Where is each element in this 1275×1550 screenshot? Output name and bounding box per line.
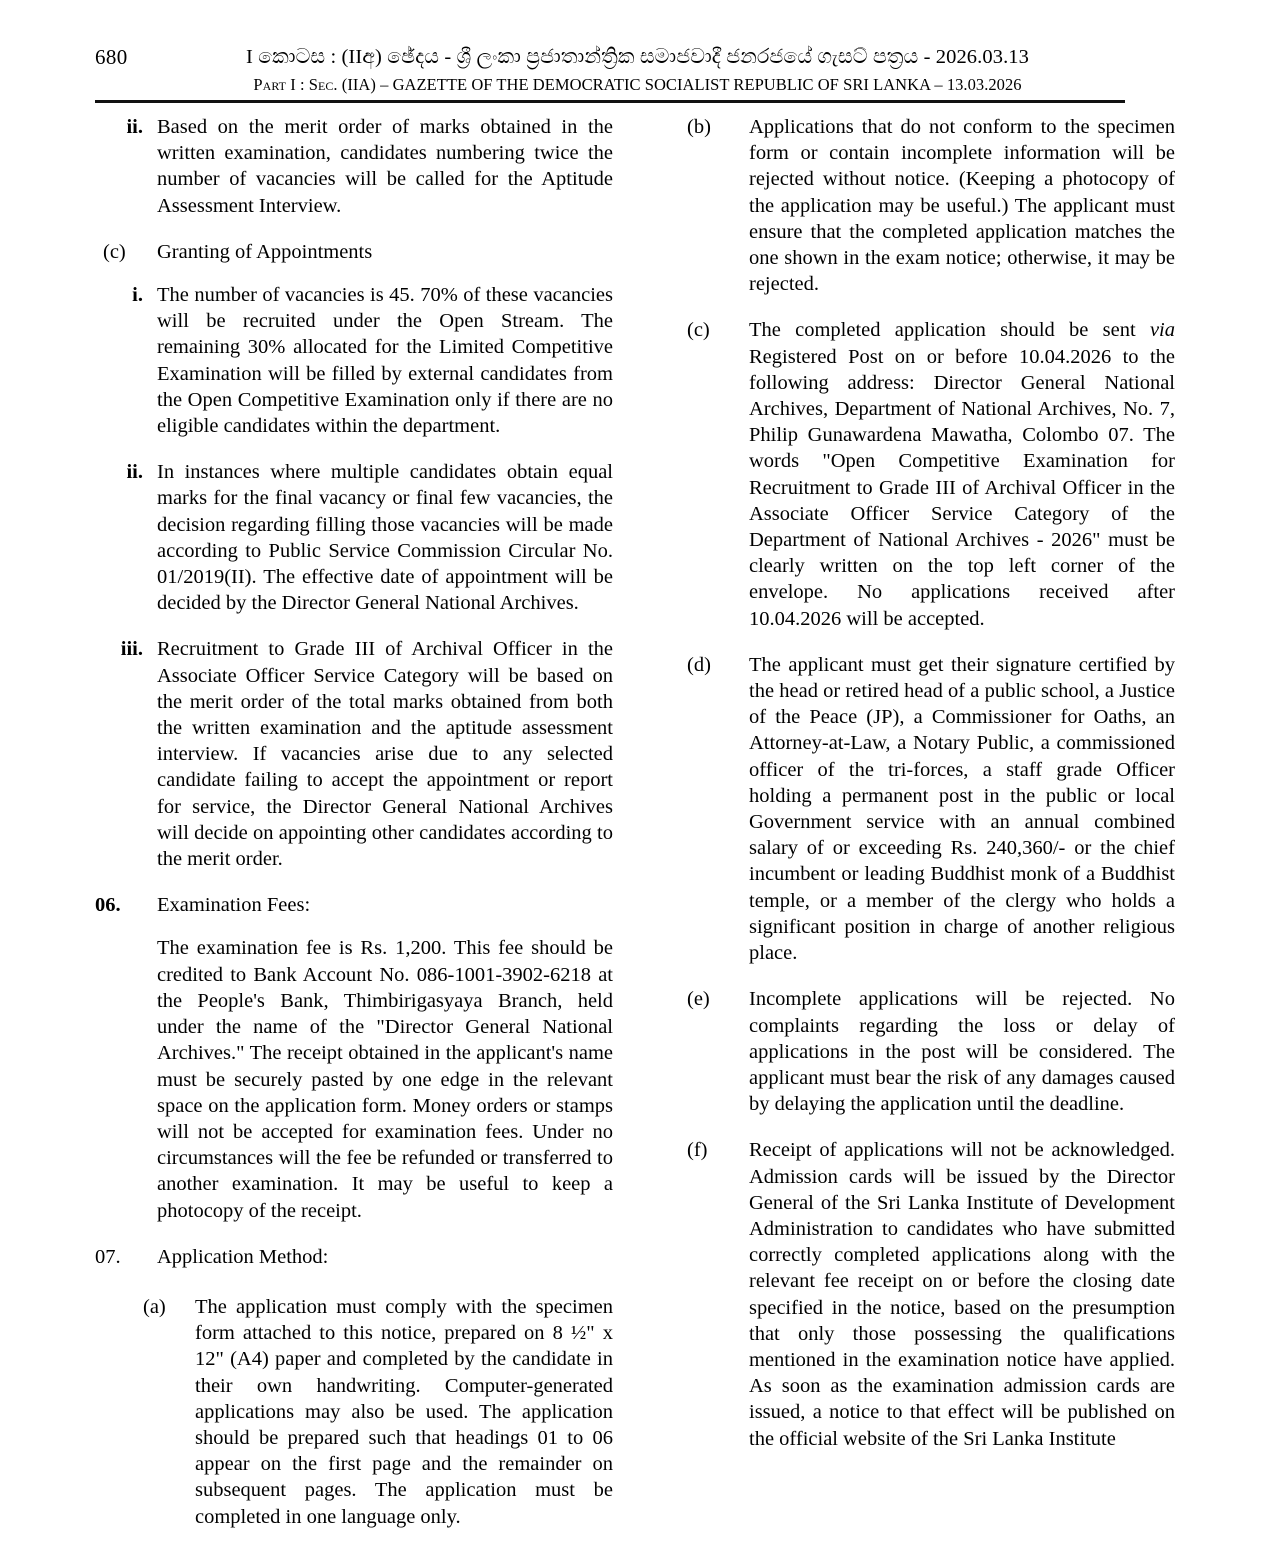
list-marker: i.	[132, 284, 143, 307]
list-text: Incomplete applications will be rejected. No complaints regarding the loss or delay of applications in the post will be considered. The applicant must bear the risk of any damages caused by delaying the application until the deadline.	[749, 988, 1175, 1116]
list-marker: (d)	[687, 653, 711, 676]
list-item	[687, 317, 1175, 631]
masthead-divider-rule	[95, 100, 1125, 103]
spacer	[95, 1287, 613, 1294]
gazette-title-sinhala: I කොටස : (IIඅ) ඡේදය - ශ්‍රී ලංකා ප්‍රජාතාන්ත්‍රික සමාජවාදී ජනරජයේ ගැසට් පත්‍රය - 2026.03.13	[245, 46, 1030, 68]
text-after-italic: Registered Post on or before 10.04.2026 to the following address: Director General National Archives, Department of National Archives, No. 7, Philip Gunawardena Mawatha, Colombo 07. The words "Open Competitive Examination for Recruitment to Grade III of Archival Officer in the Associate Officer Service Category of the Department of National Archives - 2026" must be clearly written on the top left corner of the envelope. No applications received after 10.04.2026 will be accepted.	[749, 345, 1175, 630]
section-heading: Granting of Appointments	[157, 240, 373, 263]
text-before-italic: The completed application should be sent	[749, 319, 1150, 342]
body-columns	[0, 114, 1275, 1550]
list-marker: (f)	[687, 1139, 708, 1162]
fee-paragraph: The examination fee is Rs. 1,200. This fee should be credited to Bank Account No. 086-1001-3902-6218 at the People's Bank, Thimbirigasyaya Branch, held under the name of the "Director General National Archives." The receipt obtained in the applicant's name must be securely pasted by one edge in the relevant space on the application form. Money orders or stamps will not be accepted for examination fees. Under no circumstances will the fee be refunded or transferred to another examination. It may be useful to keep a photocopy of the receipt.	[157, 937, 613, 1222]
list-text: Recruitment to Grade III of Archival Officer in the Associate Officer Service Category will be based on the merit order of the total marks obtained from both the written examination and the aptitude assessment interview. If vacancies arise due to any selected candidate failing to accept the appointment or report for service, the Director General National Archives will decide on appointing other candidates according to the merit order.	[157, 638, 613, 871]
list-item	[95, 1294, 613, 1530]
numbered-section	[95, 892, 613, 918]
masthead-titles	[205, 44, 1070, 97]
list-text: Applications that do not conform to the specimen form or contain incomplete information will be rejected without notice. (Keeping a photocopy of the application may be useful.) The applicant must ensure that the completed application matches the one shown in the exam notice; otherwise, it may be rejected.	[749, 116, 1175, 296]
list-marker: (c)	[103, 240, 126, 263]
masthead-row	[0, 44, 1275, 97]
list-item	[687, 114, 1175, 297]
list-marker: ii.	[126, 461, 143, 484]
page-masthead	[0, 0, 1275, 97]
list-text: The application must comply with the specimen form attached to this notice, prepared on 8 ½" x 12" (A4) paper and completed by the candidate in their own handwriting. Computer-generated applications may also be used. The application should be prepared such that headings 01 to 06 appear on the first page and the remainder on subsequent pages. The application must be completed in one language only.	[195, 1295, 613, 1528]
list-marker: (c)	[687, 319, 710, 342]
list-text: The number of vacancies is 45. 70% of these vacancies will be recruited under the Open Stream. The remaining 30% allocated for the Limited Competitive Examination will be filled by external candidates from the Open Competitive Examination only if there are no eligible candidates within the department.	[157, 284, 613, 438]
section-heading: Examination Fees:	[157, 894, 311, 917]
section-number: 06.	[95, 894, 121, 917]
list-item	[95, 114, 613, 219]
list-text: The applicant must get their signature certified by the head or retired head of a public school, a Justice of the Peace (JP), a Commissioner for Oaths, an Attorney-at-Law, a Notary Public, a commissioned officer of the tri-forces, a staff grade Officer holding a permanent post in the public or local Government service with an annual combined salary of or exceeding Rs. 240,360/- or the chief incumbent or leading Buddhist monk of a Buddhist temple, or a member of the clergy who holds a significant position in charge of another religious place.	[749, 653, 1175, 965]
list-item	[95, 239, 613, 265]
list-text: In instances where multiple candidates obtain equal marks for the final vacancy or final few vacancies, the decision regarding filling those vacancies will be made according to Public Service Commission Circular No. 01/2019(II). The effective date of appointment will be decided by the Director General National Archives.	[157, 461, 613, 615]
gazette-title-english: Part I : Sec. (IIA) – GAZETTE OF THE DEMOCRATIC SOCIALIST REPUBLIC OF SRI LANKA – 13.03.2026	[253, 75, 1022, 94]
list-item	[95, 282, 613, 439]
page-number: 680	[95, 45, 128, 69]
list-item	[687, 986, 1175, 1117]
left-column	[95, 114, 613, 1550]
list-marker: iii.	[120, 638, 143, 661]
list-item	[95, 636, 613, 872]
list-item	[687, 652, 1175, 966]
list-marker: (e)	[687, 988, 710, 1011]
numbered-section	[95, 1244, 613, 1270]
section-number: 07.	[95, 1245, 121, 1268]
list-marker: (a)	[143, 1295, 166, 1318]
section-heading: Application Method:	[157, 1245, 329, 1268]
list-text	[749, 317, 1175, 631]
list-item	[687, 1137, 1175, 1451]
right-column	[687, 114, 1175, 1550]
list-text: Based on the merit order of marks obtained in the written examination, candidates numbering twice the number of vacancies will be called for the Aptitude Assessment Interview.	[157, 116, 613, 217]
italic-term: via	[1149, 319, 1175, 342]
list-marker: ii.	[126, 116, 143, 138]
list-text: Receipt of applications will not be acknowledged. Admission cards will be issued by the Director General of the Sri Lanka Institute of Development Administration to candidates who have submitted correctly completed applications along with the relevant fee receipt on or before the closing date specified in the notice, based on the presumption that only those possessing the qualifications mentioned in the examination notice have applied. As soon as the examination admission cards are issued, a notice to that effect will be published on the official website of the Sri Lanka Institute	[749, 1139, 1175, 1450]
list-marker: (b)	[687, 116, 711, 138]
list-item	[95, 459, 613, 616]
